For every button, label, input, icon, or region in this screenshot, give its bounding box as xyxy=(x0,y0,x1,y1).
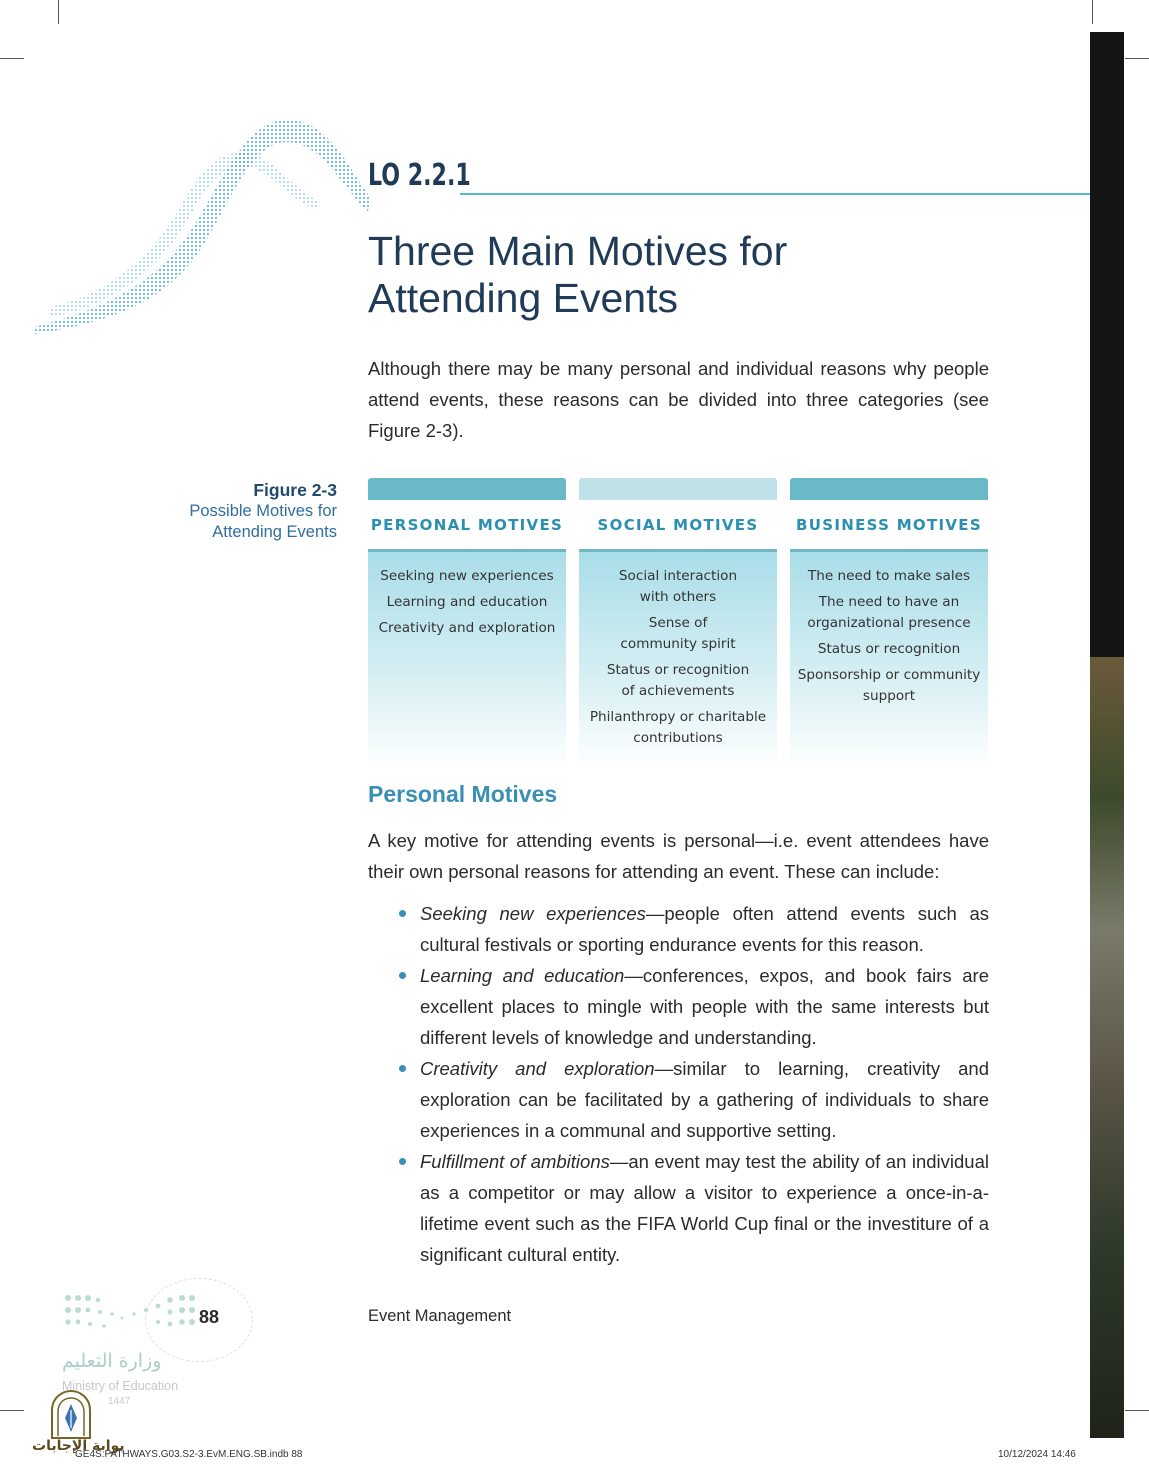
bullet-icon xyxy=(399,972,406,979)
figure-number: Figure 2-3 xyxy=(253,480,337,500)
crop-mark xyxy=(1125,58,1149,59)
year-label: 1447 xyxy=(108,1396,131,1407)
list-item xyxy=(397,1146,989,1270)
page-number: 88 xyxy=(199,1307,220,1327)
column-item: Seeking new experiences xyxy=(380,568,554,584)
bullet-term: Learning and education xyxy=(420,965,625,986)
column-item: Sense of community spirit xyxy=(620,615,736,652)
crop-mark xyxy=(58,0,59,24)
bullet-icon xyxy=(399,910,406,917)
motives-bullet-list xyxy=(397,898,989,1270)
intro-paragraph: Although there may be many personal and individual reasons why people attend events, these reasons can be divided into three categories (see Figure 2-3). xyxy=(368,358,989,441)
column-heading: PERSONAL MOTIVES xyxy=(368,500,566,552)
column-heading: SOCIAL MOTIVES xyxy=(579,500,777,552)
column-body xyxy=(368,552,566,770)
page-title-line-1: Three Main Motives for xyxy=(368,228,788,274)
section-paragraph: A key motive for attending events is personal—i.e. event attendees have their own personal reasons for attending an event. These can include: xyxy=(368,830,989,882)
figure-caption-line-1: Possible Motives for xyxy=(189,502,337,520)
crop-mark xyxy=(0,58,24,59)
bullet-text: —an event may test the ability of an individual as a competitor or may allow a visitor to experience a once-in-a-lifetime event such as the FIFA World Cup final or the investiture of a significant cultural entity. xyxy=(420,1151,989,1265)
ministry-name-english: Ministry of Education xyxy=(62,1379,179,1393)
column-item: Sponsorship or community support xyxy=(797,667,981,704)
column-item: Philanthropy or charitable contributions xyxy=(589,709,767,746)
lesson-rule-divider xyxy=(460,193,1090,195)
crop-mark xyxy=(0,1410,24,1411)
bullet-term: Creativity and exploration xyxy=(420,1058,655,1079)
bullet-term: Fulfillment of ambitions xyxy=(420,1151,610,1172)
column-tab xyxy=(368,478,566,500)
column-item: The need to have an organizational presence xyxy=(807,594,971,631)
bullet-icon xyxy=(399,1065,406,1072)
page-title xyxy=(368,228,888,322)
pen-nib-seal-icon xyxy=(48,1388,94,1440)
ministry-name-arabic: وزارة التعليم xyxy=(62,1350,162,1372)
watermark-arabic: بوابة الإجابات xyxy=(32,1438,125,1454)
page-title-line-2: Attending Events xyxy=(368,275,678,321)
list-item xyxy=(397,898,989,960)
print-slug-date: 10/12/2024 14:46 xyxy=(998,1449,1076,1460)
bullet-text: —similar to learning, creativity and exploration can be facilitated by a gathering of individuals to share experiences in a communal and supportive setting. xyxy=(420,1058,990,1141)
figure-label xyxy=(189,479,337,543)
column-item: Status or recognition of achievements xyxy=(606,662,750,699)
column-tab xyxy=(790,478,988,500)
adjacent-page-edge xyxy=(1090,32,1124,1438)
motives-column-personal xyxy=(368,478,566,770)
crop-mark xyxy=(1125,1410,1149,1411)
column-item: Learning and education xyxy=(386,594,548,610)
crop-mark xyxy=(1092,0,1093,24)
motives-column-social xyxy=(579,478,777,770)
dotted-wave-decoration xyxy=(30,112,370,337)
lesson-code: LO 2.2.1 xyxy=(368,158,471,193)
bullet-term: Seeking new experiences xyxy=(420,903,646,924)
column-item: Creativity and exploration xyxy=(378,620,556,636)
stadium-photo-strip xyxy=(1090,657,1124,1438)
column-heading: BUSINESS MOTIVES xyxy=(790,500,988,552)
book-title: Event Management xyxy=(368,1307,512,1325)
figure-caption-line-2: Attending Events xyxy=(212,523,337,541)
motives-column-business xyxy=(790,478,988,770)
column-body xyxy=(790,552,988,770)
dot-grid-decoration xyxy=(62,1292,202,1336)
list-item xyxy=(397,960,989,1053)
section-heading: Personal Motives xyxy=(368,781,558,807)
bullet-text: —conferences, expos, and book fairs are excellent places to mingle with people with the same interests but different levels of knowledge and understanding. xyxy=(420,965,989,1048)
print-slug-file: GE4S.PATHWAYS.G03.S2-3.EvM.ENG.SB.indb 88 xyxy=(75,1449,303,1460)
column-item: Status or recognition xyxy=(817,641,961,657)
column-item: The need to make sales xyxy=(807,568,971,584)
bullet-text: —people often attend events such as cultural festivals or sporting endurance events for this reason. xyxy=(420,903,989,955)
column-item: Social interaction with others xyxy=(618,568,738,605)
column-tab xyxy=(579,478,777,500)
column-body xyxy=(579,552,777,770)
bullet-icon xyxy=(399,1158,406,1165)
list-item xyxy=(397,1053,989,1146)
